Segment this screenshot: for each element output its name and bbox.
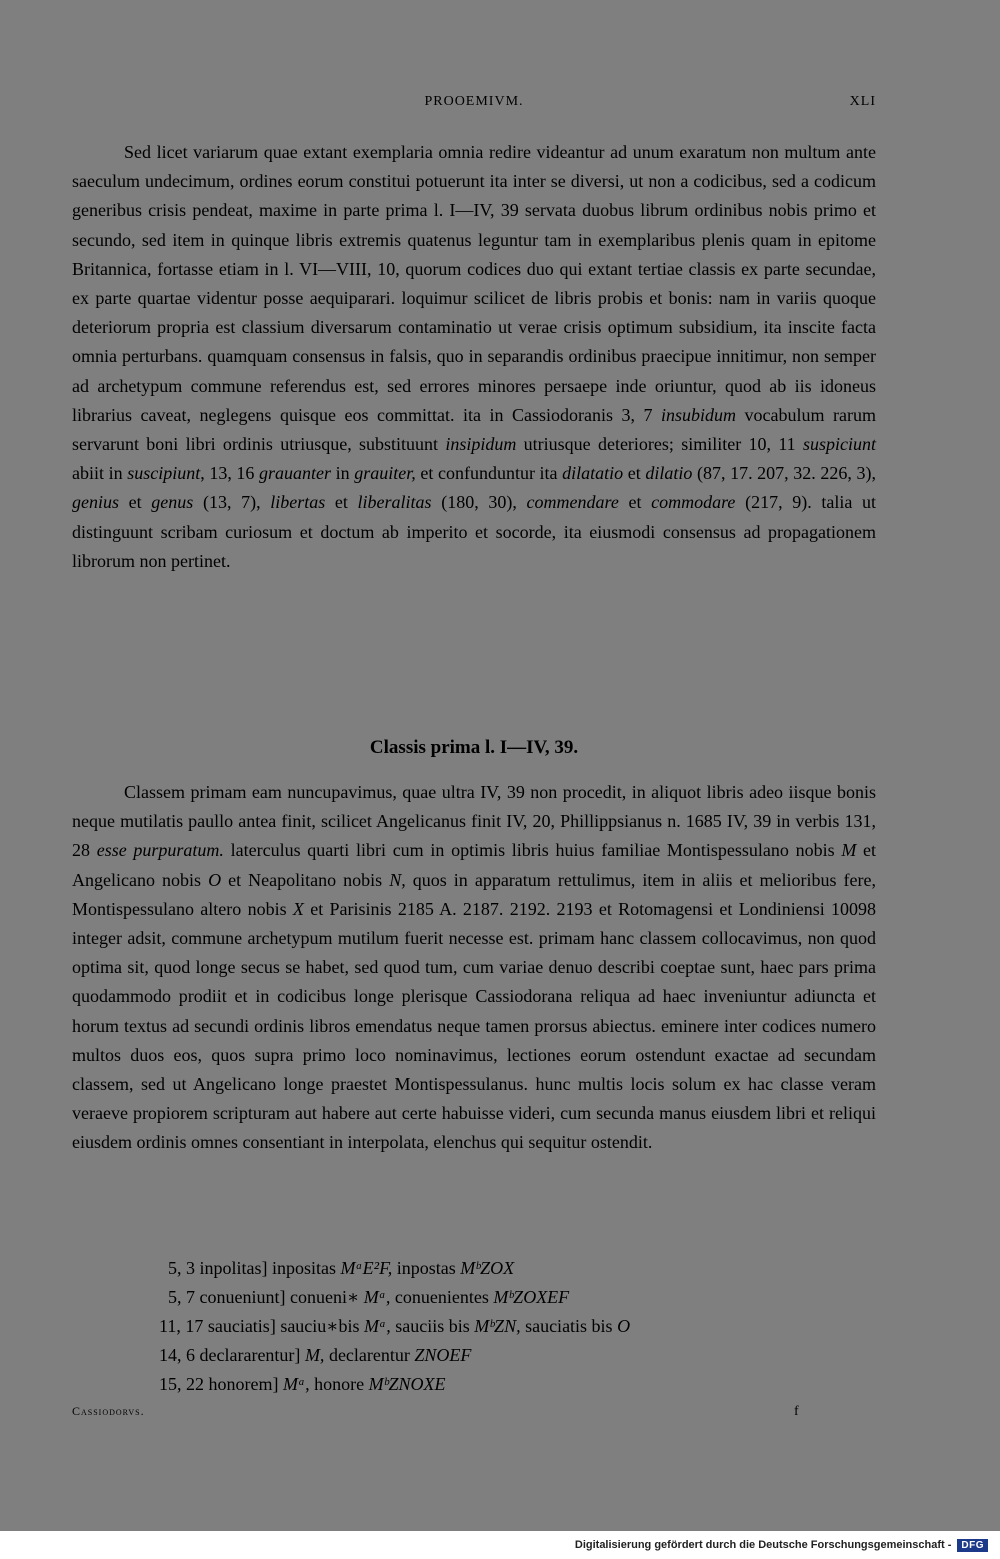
siglum: X [292, 898, 304, 919]
italic-term: esse purpuratum. [96, 840, 224, 861]
text-run: in [331, 463, 355, 484]
credit-text: Digitalisierung gefördert durch die Deutsche Forschungsgemeinschaft - [574, 1539, 952, 1551]
apparatus-entry: 5, 7 conueniunt] conueni∗ Mᵃ, conuenientes MᵇZOXEF [168, 1287, 570, 1307]
section-heading: Classis prima l. I—IV, 39. [369, 737, 579, 758]
dfg-logo-icon[interactable]: DFG [957, 1539, 988, 1552]
italic-term: insipidum [445, 434, 517, 455]
italic-term: grauiter, [354, 463, 416, 484]
apparatus-entry: 11, 17 sauciatis] sauciu∗bis Mᵃ, sauciis bis MᵇZN, sauciatis bis O [159, 1316, 631, 1336]
page-title: PROOEMIVM. [424, 94, 524, 109]
signature-mark: Cassiodorvs. [72, 1404, 145, 1418]
italic-term: commendare [526, 492, 619, 513]
apparatus-entry: 14, 6 declararentur] M, declarentur ZNOEF [159, 1345, 472, 1365]
italic-term: dilatio [645, 463, 693, 484]
text-run: Sed licet variarum quae extant exemplaria omnia redire videantur ad unum exaratum non multum ante saeculum undecimum, ordines eorum constitui potuerunt ita inter se diversi, ut non a codicibus, sed a codicum generibus crisis pendeat, maxime in parte prima l. I—IV, 39 servata duobus librum ordinibus nobis primo et secundo, sed item in quinque libris extremis quatenus leguntur tam in exemplaribus plenis quam in epitome Britannica, fortasse etiam in l. VI—VIII, 10, quorum codices duo qui extant tertiae classis ex parte secundae, ex parte quartae videntur posse aequiparari. loquimur scilicet de libris probis et bonis: nam in variis quoque deteriorum propria est classium diversarum contaminatio ut verae crisis optimum subsidium, ita inscite facta omnia perturbans. quamquam consensus in falsis, quo in separandis ordinibus praecipue innitimur, non semper ad archetypum commune referendus est, sed errores minores persaepe inde oriuntur, quod ab iis idoneus librarius caveat, neglegens quisque eos committat. ita in Cassiodoranis 3, 7 [72, 142, 876, 425]
siglum: O [208, 869, 222, 890]
text-run: utriusque deteriores; similiter 10, 11 [516, 434, 803, 455]
text-run: (13, 7), [193, 492, 271, 513]
text-run: (87, 17. 207, 32. 226, 3), [692, 463, 876, 484]
text-run: (180, 30), [431, 492, 527, 513]
apparatus-entry: 5, 3 inpolitas] inpositas MᵃE²F, inpostas MᵇZOX [168, 1258, 515, 1278]
gathering-mark: f [794, 1404, 799, 1419]
siglum: M [841, 840, 857, 861]
text-run: abiit in [72, 463, 128, 484]
text-run: laterculus quarti libri cum in optimis libris huius familiae Montispessulano nobis [223, 840, 842, 861]
text-run: et [623, 463, 646, 484]
text-run: et [119, 492, 152, 513]
italic-term: suspiciunt [802, 434, 876, 455]
italic-term: genus [151, 492, 194, 513]
text-run: et Angelicano nobis [72, 840, 877, 890]
italic-term: commodare [651, 492, 736, 513]
italic-term: libertas [270, 492, 326, 513]
text-run: et [618, 492, 652, 513]
italic-term: liberalitas [357, 492, 432, 513]
text-run: Classem primam eam nuncupavimus, quae ultra IV, 39 non procedit, in aliquot libris adeo iisque bonis neque mutilatis paullo antea finit, scilicet Angelicanus finit IV, 20, Phillippsianus n. 1685 IV, 39 in verbis 131, 28 [72, 782, 876, 861]
paragraph-1 [72, 138, 876, 576]
text-run: et Neapolitano nobis [221, 869, 390, 890]
text-run: et Parisinis 2185 A. 2187. 2192. 2193 et Rotomagensi et Londiniensi 10098 integer adsit, commune archetypum mutilum fuerit necesse est. primam hanc classem collocavimus, non quod optima sit, quod longe secus se habet, sed quod tum, cum variae denuo describi coeptae sunt, haec pars prima quodammodo prodiit et in codicibus longe plerisque Cassiodorana reliqua ad haec inveniuntur adiuncta et horum textus ad secundi ordinis libros emendatus neque tamen prorsus abiectus. eminere inter codices numero multos duos eos, quos supra primo loco nominavimus, lectiones eorum ostendunt exactae ad secundam classem, sed ut Angelicano longe praestet Montispessulanus. hunc multis locis solum ex hac classe veram veraeve propiorem scripturam aut habere aut certe habuisse videri, cum secunda manus eiusdem libri et reliqui eiusdem ordinis omnes consentiant in interpolata, elenchus qui sequitur ostendit. [72, 898, 877, 1153]
italic-term: suscipiunt [127, 463, 201, 484]
text-run: , 13, 16 [200, 463, 260, 484]
italic-term: dilatatio [562, 463, 624, 484]
running-head [72, 94, 876, 118]
italic-term: genius [72, 492, 119, 513]
apparatus-entry: 15, 22 honorem] Mᵃ, honore MᵇZNOXE [159, 1374, 446, 1394]
text-run: (217, 9). talia ut distinguunt scribam curiosum et doctum ab imperito et socorde, ita eiusmodi consensus ad propagationem librorum non pertinet. [72, 492, 876, 571]
text-run: quos in apparatum rettulimus, item in aliis et melioribus fere, Montispessulano altero nobis [72, 869, 876, 919]
apparatus-list [72, 1254, 876, 1399]
text-run: vocabulum rarum servarunt boni libri ordinis utriusque, substituunt [72, 404, 876, 455]
page-number: XLI [849, 94, 876, 109]
italic-term: insubidum [660, 404, 736, 425]
siglum: N, [389, 869, 406, 890]
paragraph-2 [72, 778, 876, 1158]
digitization-credit-bar [0, 1531, 1000, 1559]
text-run: et [325, 492, 358, 513]
italic-term: grauanter [259, 463, 332, 484]
text-run: et confunduntur ita [415, 463, 563, 484]
